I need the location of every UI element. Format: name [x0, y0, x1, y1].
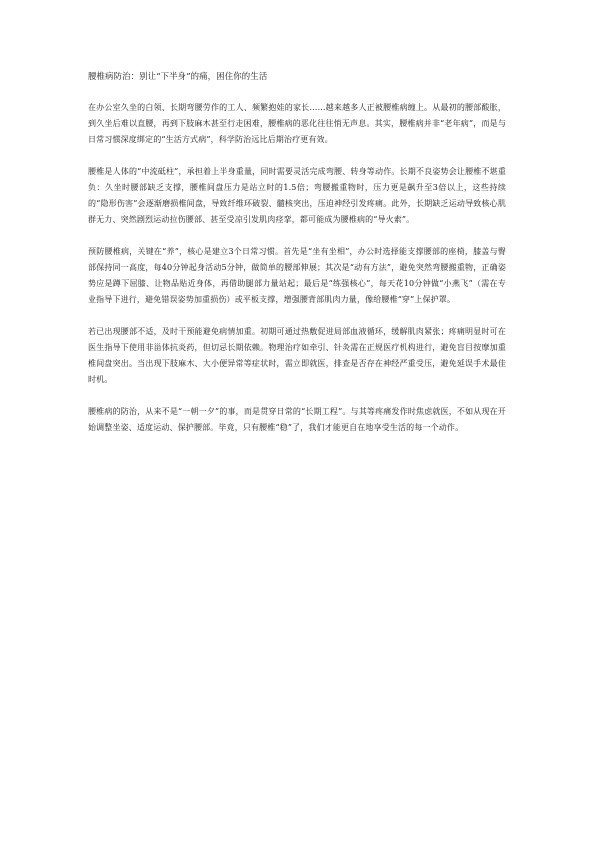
paragraph-prevention: 预防腰椎病，关键在“养”，核心是建立3个日常习惯。首先是“坐有坐相”，办公时选择能支撑腰部的座椅，膝盖与臀部保持同一高度，每40分钟起身活动5分钟，做简单的腰部伸展；其次是“动有方法”，避免突然弯腰搬重物，正确姿势应是蹲下屈膝、让物品贴近身体，再借助腿部力量站起；最后是“练强核心”，每天花10分钟做“小燕飞”（需在专业指导下进行，避免错误姿势加重损伤）或平板支撑，增强腰背部肌肉力量，像给腰椎“穿”上保护罩。 — [88, 247, 506, 304]
document-title: 腰椎病防治：别让“下半身”的痛，困住你的生活 — [88, 71, 268, 81]
paragraph-treatment: 若已出现腰部不适，及时干预能避免病情加重。初期可通过热敷促进局部血液循环，缓解肌肉紧张；疼痛明显时可在医生指导下使用非甾体抗炎药，但切忌长期依赖。物理治疗如牵引、针灸需在正规医疗机构进行，避免盲目按摩加重椎间盘突出。当出现下肢麻木、大小便异常等症状时，需立即就医，排查是否存在神经严重受压，避免延误手术最佳时机。 — [88, 327, 506, 384]
paragraph-conclusion: 腰椎病的防治，从来不是“一朝一夕”的事，而是贯穿日常的“长期工程”。与其等疼痛发作时焦虑就医，不如从现在开始调整坐姿、适度运动、保护腰部。毕竟，只有腰椎“稳”了，我们才能更自在地享受生活的每一个动作。 — [88, 407, 506, 432]
paragraph-intro: 在办公室久坐的白领、长期弯腰劳作的工人、频繁抱娃的家长……越来越多人正被腰椎病缠上。从最初的腰部酸胀，到久坐后难以直腰，再到下肢麻木甚至行走困难，腰椎病的恶化往往悄无声息。其实，腰椎病并非“老年病”，而是与日常习惯深度绑定的“生活方式病”，科学防治远比后期治疗更有效。 — [88, 103, 506, 144]
paragraph-causes: 腰椎是人体的“中流砥柱”，承担着上半身重量，同时需要灵活完成弯腰、转身等动作。长期不良姿势会让腰椎不堪重负：久坐时腰部缺乏支撑，腰椎间盘压力是站立时的1.5倍；弯腰搬重物时，压力更是飙升至3倍以上，这些持续的“隐形伤害”会逐渐磨损椎间盘，导致纤维环破裂、髓核突出，压迫神经引发疼痛。此外，长期缺乏运动导致核心肌群无力、突然剧烈运动拉伤腰部、甚至受凉引发肌肉痉挛，都可能成为腰椎病的“导火索”。 — [88, 167, 506, 224]
document-page — [88, 70, 506, 452]
